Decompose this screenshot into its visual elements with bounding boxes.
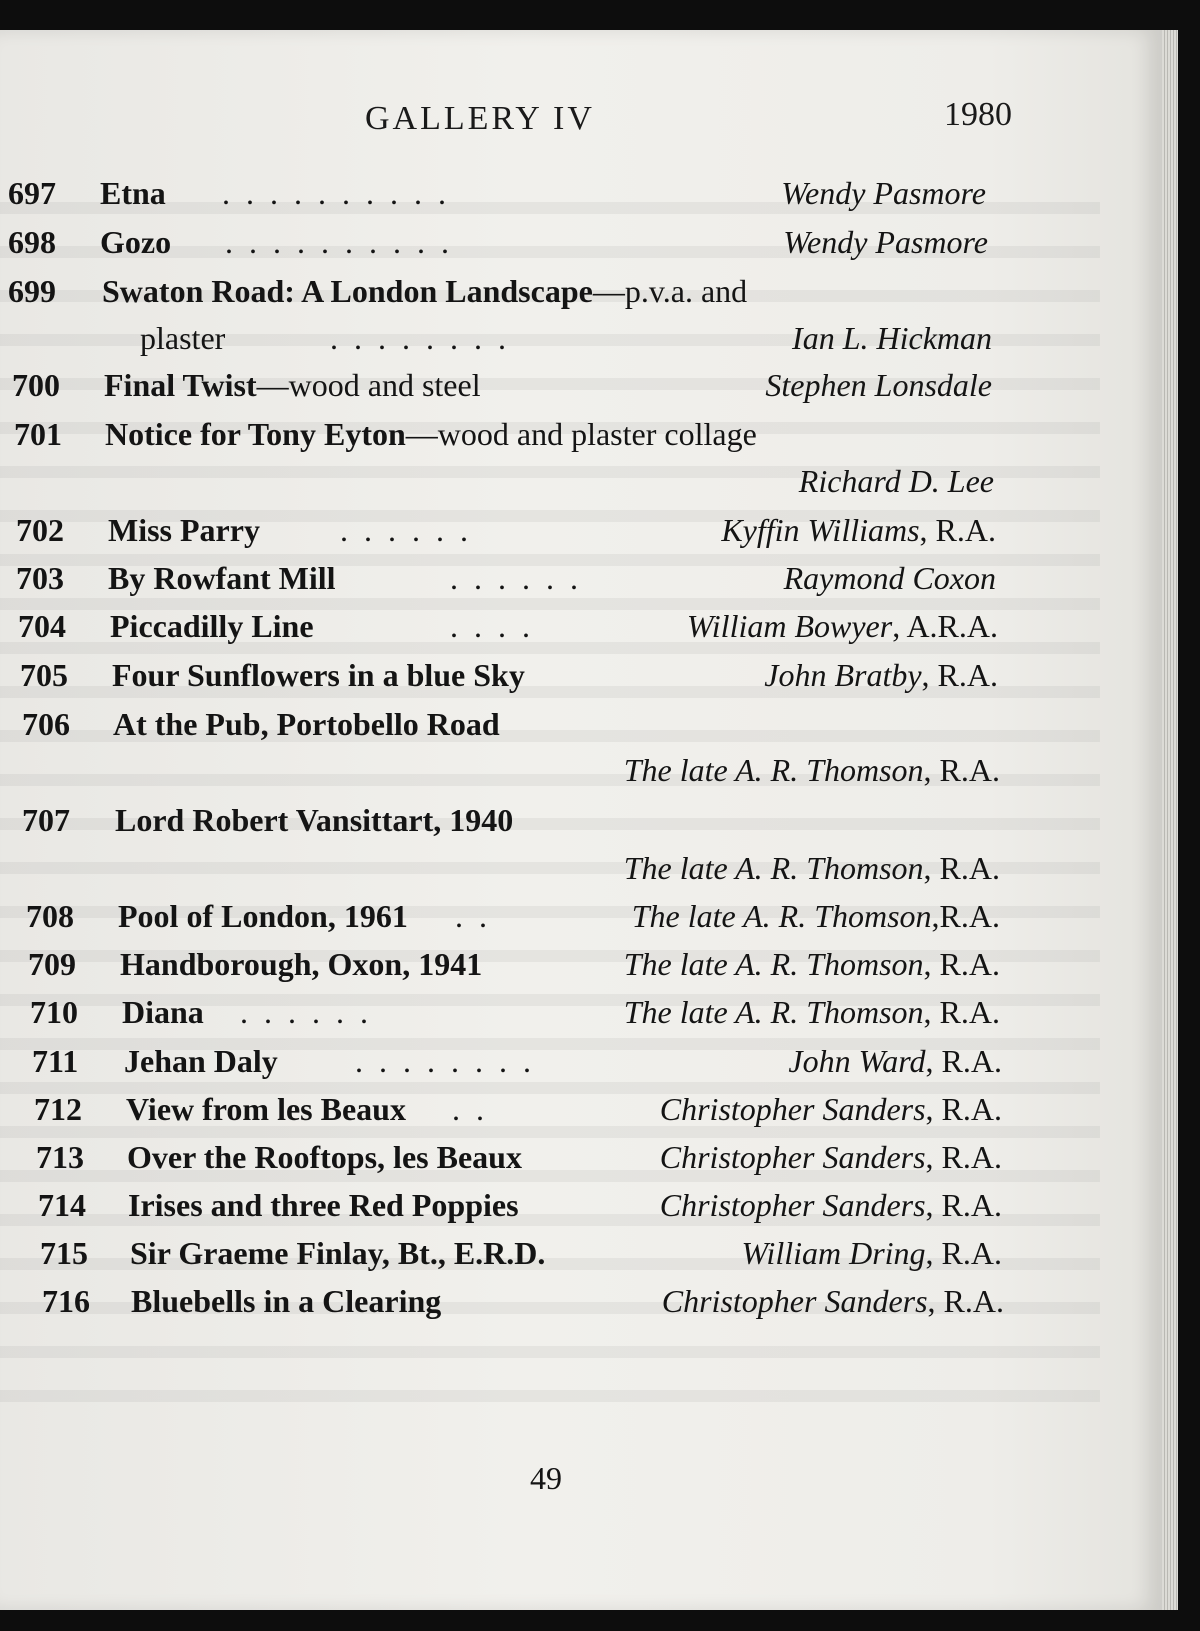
entry-number: 716 [42,1283,90,1319]
entry-artist [788,1043,1002,1080]
entry-row [0,608,1050,654]
entry-row [0,706,1050,752]
entry-row [0,1091,1050,1137]
artist-honour: , R.A. [923,850,1000,886]
artist-honour: , A.R.A. [892,608,998,644]
artist-honour: , R.A. [919,512,996,548]
artist-name: John Ward [788,1043,926,1079]
artist-name: John Bratby [764,657,922,693]
title-text: Final Twist [104,367,257,403]
leader-dots: . . . . . . [240,994,372,1030]
artist-name: Raymond Coxon [783,560,996,596]
entry-number: 697 [8,175,56,211]
artist-name: Wendy Pasmore [783,224,988,260]
entry-row-continued [0,850,1050,896]
artist-honour: , R.A. [921,657,998,693]
entry-artist [765,367,992,404]
entry-number: 705 [20,657,68,693]
artist-name: Christopher Sanders [659,1139,926,1175]
entry-artist [624,850,1000,887]
artist-name: Christopher Sanders [659,1091,926,1127]
title-text: Notice for Tony Eyton [105,416,406,452]
entry-row [0,273,1050,319]
entry-title: Pool of London, 1961 [118,898,408,934]
gallery-title: GALLERY IV [365,100,595,137]
artist-name: Stephen Lonsdale [765,367,992,403]
entry-row [0,1139,1050,1185]
entry-artist [784,560,996,597]
entry-artist [662,1283,1004,1320]
leader-dots: . . . . . . . . . . [222,175,450,211]
artist-honour: , R.A. [925,1187,1002,1223]
entry-number: 706 [22,706,70,742]
entry-title [104,367,481,404]
entry-number: 714 [38,1187,86,1223]
entry-title: Lord Robert Vansittart, 1940 [115,802,514,838]
entry-row [0,416,1050,462]
entry-number: 709 [28,946,76,982]
entry-row [0,224,1050,270]
entry-artist [624,946,1000,983]
entry-title: By Rowfant Mill [108,560,336,596]
artist-honour: , R.A. [927,1283,1004,1319]
entry-artist [624,752,1000,789]
entry-title: Bluebells in a Clearing [131,1283,442,1319]
entry-title: Sir Graeme Finlay, Bt., E.R.D. [130,1235,546,1271]
entry-title: Jehan Daly [124,1043,278,1079]
entry-title [105,416,757,453]
entry-title: Piccadilly Line [110,608,314,644]
entry-title: Diana [122,994,204,1030]
leader-dots: . . [455,898,491,934]
artist-name: Kyffin Williams [721,512,920,548]
entry-row-continued [0,320,1050,366]
artist-name: The late A. R. Thomson [623,946,924,982]
leader-dots: . . . . . . . . [355,1043,535,1079]
entry-title: Miss Parry [108,512,260,548]
medium-continued: plaster [140,320,226,356]
entry-artist [624,994,1000,1031]
entry-number: 712 [34,1091,82,1127]
artist-name: Christopher Sanders [661,1283,928,1319]
entry-title: Gozo [100,224,172,260]
page-number: 49 [530,1460,562,1496]
artist-honour: , R.A. [925,1139,1002,1175]
entry-row-continued [0,752,1050,798]
artist-honour: , R.A. [923,946,1000,982]
entry-medium: —wood and steel [256,367,481,403]
artist-honour: , R.A. [925,1091,1002,1127]
entry-row [0,560,1050,606]
entry-title: Four Sunflowers in a blue Sky [112,657,525,693]
artist-honour: , R.A. [925,1043,1002,1079]
entry-number: 707 [22,802,70,838]
entry-artist [764,657,998,694]
page-edge [1162,30,1178,1610]
entry-number: 703 [16,560,64,596]
entry-number: 698 [8,224,56,260]
entry-row [0,1187,1050,1233]
artist-name: Wendy Pasmore [781,175,986,211]
artist-name: The late A. R. Thomson [623,752,924,788]
entry-number: 701 [14,416,62,452]
entry-artist [721,512,996,549]
entry-artist [783,224,988,261]
entry-artist [632,898,1000,935]
entry-number: 710 [30,994,78,1030]
artist-name: William Dring [741,1235,926,1271]
entry-medium: —wood and plaster collage [405,416,757,452]
entry-title: At the Pub, Portobello Road [113,706,500,742]
entry-artist [660,1139,1002,1176]
leader-dots: . . . . . . . . . . [225,224,453,260]
artist-name: Richard D. Lee [798,463,994,499]
entry-number: 699 [8,273,56,309]
entry-title [102,273,747,310]
leader-dots: . . . . . . [340,512,472,548]
artist-name: The late A. R. Thomson [631,898,932,934]
entry-number: 700 [12,367,60,403]
entry-artist [687,608,998,645]
entry-row-continued [0,463,1050,509]
entry-row [0,994,1050,1040]
catalogue-year: 1980 [944,96,1012,133]
entry-title: View from les Beaux [126,1091,406,1127]
entry-artist [799,463,994,500]
entry-number: 713 [36,1139,84,1175]
entry-medium: —p.v.a. and [592,273,748,309]
entry-row [0,802,1050,848]
entry-number: 702 [16,512,64,548]
entry-artist [781,175,986,212]
entry-row [0,1283,1050,1329]
entry-artist [742,1235,1002,1272]
leader-dots: . . . . . . . . [330,320,510,356]
entry-title: Handborough, Oxon, 1941 [120,946,483,982]
leader-dots: . . . . [450,608,534,644]
entry-row [0,1043,1050,1089]
artist-honour: ,R.A. [931,898,1000,934]
entry-number: 711 [32,1043,79,1079]
artist-name: The late A. R. Thomson [623,994,924,1030]
entry-row [0,898,1050,944]
artist-honour: , R.A. [925,1235,1002,1271]
artist-name: William Bowyer [686,608,893,644]
artist-name: Christopher Sanders [659,1187,926,1223]
artist-name: The late A. R. Thomson [623,850,924,886]
entry-artist [792,320,992,357]
artist-honour: , R.A. [923,752,1000,788]
entry-number: 715 [40,1235,88,1271]
artist-honour: , R.A. [923,994,1000,1030]
title-text: Swaton Road: A London Landscape [102,273,593,309]
leader-dots: . . [452,1091,488,1127]
entry-row [0,367,1050,413]
entry-number: 704 [18,608,66,644]
entry-row [0,657,1050,703]
artist-name: Ian L. Hickman [792,320,992,356]
entry-title: Over the Rooftops, les Beaux [127,1139,522,1175]
entry-row [0,1235,1050,1281]
entry-number: 708 [26,898,74,934]
entry-artist [660,1187,1002,1224]
entry-artist [660,1091,1002,1128]
entry-title: Irises and three Red Poppies [128,1187,519,1223]
entry-row [0,175,1050,221]
leader-dots: . . . . . . [450,560,582,596]
entry-row [0,512,1050,558]
entry-title: Etna [100,175,166,211]
entry-row [0,946,1050,992]
